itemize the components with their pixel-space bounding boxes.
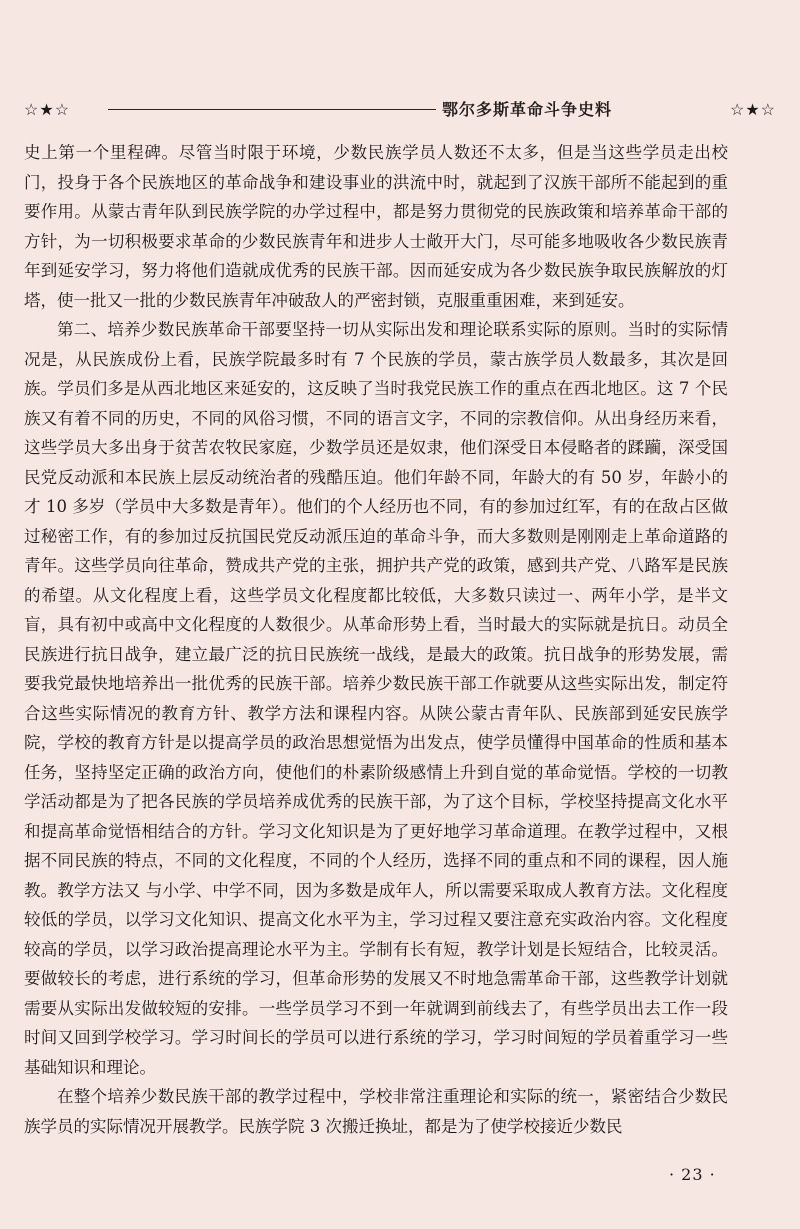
body-text <box>24 138 728 1141</box>
page-number: · 23 · <box>669 1165 716 1184</box>
paragraph-teaching-process: 在整个培养少数民族干部的教学过程中，学校非常注重理论和实际的统一，紧密结合少数民族学员的实际情况开展教学。民族学院 3 次搬迁换址，都是为了使学校接近少数民 <box>24 1087 728 1136</box>
header-stars-left: ☆★☆ <box>24 100 71 119</box>
header-stars-right: ☆★☆ <box>729 100 776 119</box>
header-title: 鄂尔多斯革命斗争史料 <box>442 100 613 119</box>
paragraph-second-principle: 第二、培养少数民族革命干部要坚持一切从实际出发和理论联系实际的原则。当时的实际情况是，从民族成份上看，民族学院最多时有 7 个民族的学员，蒙古族学员人数最多，其次是回族。学员们多是从西北地区来延安的，这反映了当时我党民族工作的重点在西北地区。这 7 个民族又有着不同的历史，不同的风俗习惯，不同的语言文字，不同的宗教信仰。从出身经历来看，这些学员大多出身于贫苦农牧民家庭，少数学员还是奴隶，他们深受日本侵略者的蹂躏，深受国民党反动派和本民族上层反动统治者的残酷压迫。他们年龄不同，年龄大的有 50 岁，年龄小的才 10 多岁（学员中大多数是青年）。他们的个人经历也不同，有的参加过红军，有的在敌占区做过秘密工作，有的参加过反抗国民党反动派压迫的革命斗争，而大多数则是刚刚走上革命道路的青年。这些学员向往革命，赞成共产党的主张，拥护共产党的政策，感到共产党、八路军是民族的希望。从文化程度上看，这些学员文化程度都比较低，大多数只读过一、两年小学，是半文盲，具有初中或高中文化程度的人数很少。从革命形势上看，当时最大的实际就是抗日。动员全民族进行抗日战争，建立最广泛的抗日民族统一战线，是最大的政策。抗日战争的形势发展，需要我党最快地培养出一批优秀的民族干部。培养少数民族干部工作就要从这些实际出发，制定符合这些实际情况的教育方针、教学方法和课程内容。从陕公蒙古青年队、民族部到延安民族学院，学校的教育方针是以提高学员的政治思想觉悟为出发点，使学员懂得中国革命的性质和基本任务，坚持坚定正确的政治方向，使他们的朴素阶级感情上升到自觉的革命觉悟。学校的一切教学活动都是为了把各民族的学员培养成优秀的民族干部，为了这个目标，学校坚持提高文化水平和提高革命觉悟相结合的方针。学习文化知识是为了更好地学习革命道理。在教学过程中，又根据不同民族的特点，不同的文化程度，不同的个人经历，选择不同的重点和不同的课程，因人施教。教学方法又 与小学、中学不同，因为多数是成年人，所以需要采取成人教育方法。文化程度较低的学员，以学习文化知识、提高文化水平为主，学习过程又要注意充实政治内容。文化程度较高的学员，以学习政治提高理论水平为主。学制有长有短，教学计划是长短结合，比较灵活。要做较长的考虑，进行系统的学习，但革命形势的发展又不时地急需革命干部，这些教学计划就需要从实际出发做较短的安排。一些学员学习不到一年就调到前线去了，有些学员出去工作一段时间又回到学校学习。学习时间长的学员可以进行系统的学习，学习时间短的学员着重学习一些基础知识和理论。 <box>24 320 728 1077</box>
paragraph-continued: 史上第一个里程碑。尽管当时限于环境，少数民族学员人数还不太多，但是当这些学员走出校门，投身于各个民族地区的革命战争和建设事业的洪流中时，就起到了汉族干部所不能起到的重要作用。从蒙古青年队到民族学院的办学过程中，都是努力贯彻党的民族政策和培养革命干部的方针，为一切积极要求革命的少数民族青年和进步人士敞开大门，尽可能多地吸收各少数民族青年到延安学习，努力将他们造就成优秀的民族干部。因而延安成为各少数民族争取民族解放的灯塔，使一批又一批的少数民族青年冲破敌人的严密封锁，克服重重困难，来到延安。 <box>24 143 728 310</box>
running-header <box>24 98 776 122</box>
header-rule <box>108 109 436 110</box>
